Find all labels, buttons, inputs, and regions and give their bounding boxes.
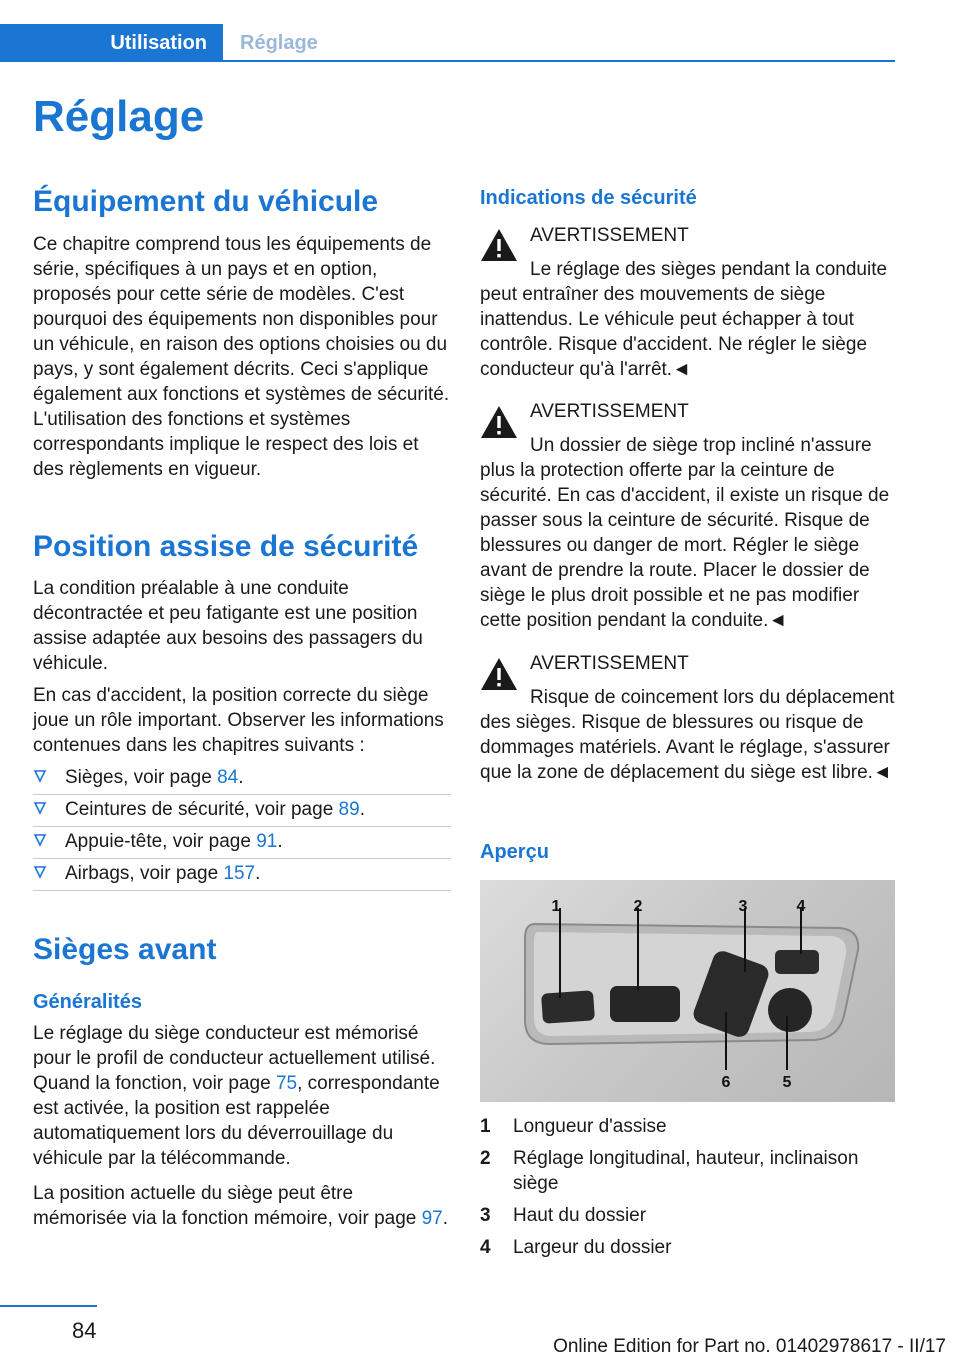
edition-text: Online Edition for Part no. 01402978617 - II/17 bbox=[553, 1336, 946, 1357]
header-divider bbox=[223, 60, 895, 62]
generalites-text-end: . bbox=[442, 1208, 449, 1229]
figure-label-1: 1 bbox=[551, 898, 561, 915]
warning-title: AVERTISSEMENT bbox=[530, 225, 689, 246]
page-link-75[interactable]: 75 bbox=[275, 1073, 298, 1094]
bullet-end: . bbox=[359, 799, 365, 820]
warning-text: Risque de coincement lors du déplacement des sièges. Risque de blessures ou risque de dommages matériels. Avant le réglage, s'assurer que la zone de déplacement du siège est libre.◄ bbox=[480, 687, 895, 783]
figure-label-5: 5 bbox=[782, 1074, 792, 1091]
heading-indications-securite: Indications de sécurité bbox=[480, 187, 697, 209]
legend-number: 1 bbox=[480, 1116, 491, 1137]
equipement-paragraph: Ce chapitre comprend tous les équipements de série, spécifiques à un pays et en option, proposés pour cette série de modèles. C'est pourquoi des équipements non disponibles pour un véhicule, en raison des options choisies ou du pays, y sont également décrits. Ceci s'applique également aux fonctions et systèmes de sécurité. L'utilisation des fonctions et systèmes correspondants implique le respect des lois et des règlements en vigueur. bbox=[33, 234, 450, 480]
generalites-paragraph-1 bbox=[33, 1021, 451, 1171]
triangle-bullet-icon bbox=[33, 828, 47, 852]
heading-sieges-avant: Sièges avant bbox=[33, 933, 217, 966]
seat-controls-figure bbox=[480, 880, 895, 1102]
bullet-text: Airbags, voir page bbox=[65, 863, 224, 884]
bullet-end: . bbox=[238, 767, 244, 788]
bullet-item-ceintures bbox=[33, 794, 451, 827]
generalites-paragraph-2 bbox=[33, 1181, 451, 1231]
generalites-text: Le réglage du siège conducteur est mémorisé pour le profil de conducteur actuellement utilisé. Quand la fonction, voir page bbox=[33, 1023, 436, 1094]
triangle-bullet-icon bbox=[33, 860, 47, 884]
warning-title: AVERTISSEMENT bbox=[530, 653, 689, 674]
figure-label-4: 4 bbox=[796, 898, 806, 915]
seat-controls-illustration bbox=[480, 880, 895, 1102]
page-link-97[interactable]: 97 bbox=[421, 1208, 443, 1229]
warning-text: Un dossier de siège trop incliné n'assure plus la protection offerte par la ceinture de sécurité. En cas d'accident, il existe un risque de passer sous la ceinture de sécurité. Risque de blessures ou danger de mort. Régler le siège avant de prendre la route. Placer le dossier de siège le plus droit possible et ne pas modifier cette position pendant la conduite.◄ bbox=[480, 435, 890, 631]
figure-label-6: 6 bbox=[721, 1074, 731, 1091]
bullet-item-appuie-tete bbox=[33, 826, 451, 859]
figure-label-3: 3 bbox=[738, 898, 748, 915]
page-link-89[interactable]: 89 bbox=[338, 799, 360, 820]
heading-position-assise: Position assise de sécurité bbox=[33, 530, 419, 563]
triangle-bullet-icon bbox=[33, 796, 47, 820]
heading-apercu: Aperçu bbox=[480, 841, 549, 863]
page-header bbox=[0, 24, 895, 62]
bullet-end: . bbox=[255, 863, 261, 884]
position-paragraph-1: La condition préalable à une conduite décontractée et peu fatigante est une position assise adaptée aux besoins des passagers du véhicule. bbox=[33, 578, 423, 674]
position-paragraph-2: En cas d'accident, la position correcte du siège joue un rôle important. Observer les informations contenues dans les chapitres suivants : bbox=[33, 685, 444, 756]
heading-generalites: Généralités bbox=[33, 991, 142, 1013]
warning-title: AVERTISSEMENT bbox=[530, 401, 689, 422]
legend-number: 2 bbox=[480, 1148, 491, 1169]
bullet-end: . bbox=[277, 831, 283, 852]
bullet-item-sieges bbox=[33, 762, 451, 795]
bullet-text: Sièges, voir page bbox=[65, 767, 218, 788]
legend-text: Réglage longitudinal, hauteur, inclinaison siège bbox=[513, 1148, 859, 1194]
legend-text: Largeur du dossier bbox=[513, 1237, 672, 1258]
generalites-text-end: , correspondante est activée, la position est rappelée automatiquement lors du déverrouillage du véhicule par la télécommande. bbox=[33, 1073, 440, 1169]
tab-utilisation[interactable]: Utilisation bbox=[0, 24, 223, 62]
bullet-item-airbags bbox=[33, 858, 451, 891]
warning-text: Le réglage des sièges pendant la conduite peut entraîner des mouvements de siège inattendus. Le véhicule peut échapper à tout contrôle. Risque d'accident. Ne régler le siège conducteur qu'à l'arrêt.◄ bbox=[480, 259, 888, 380]
legend-number: 3 bbox=[480, 1205, 491, 1226]
footer-divider bbox=[0, 1305, 97, 1307]
bullet-text: Appuie-tête, voir page bbox=[65, 831, 257, 852]
page-number: 84 bbox=[72, 1318, 97, 1343]
page-link-84[interactable]: 84 bbox=[217, 767, 239, 788]
triangle-bullet-icon bbox=[33, 764, 47, 788]
page-title: Réglage bbox=[33, 92, 205, 141]
heading-equipement: Équipement du véhicule bbox=[33, 185, 379, 218]
figure-label-2: 2 bbox=[633, 898, 643, 915]
legend-text: Longueur d'assise bbox=[513, 1116, 667, 1137]
legend-text: Haut du dossier bbox=[513, 1205, 647, 1226]
tab-reglage[interactable]: Réglage bbox=[240, 32, 318, 54]
bullet-text: Ceintures de sécurité, voir page bbox=[65, 799, 339, 820]
legend-number: 4 bbox=[480, 1237, 491, 1258]
page-link-157[interactable]: 157 bbox=[223, 863, 256, 884]
generalites-text: La position actuelle du siège peut être mémorisée via la fonction mémoire, voir page bbox=[33, 1183, 422, 1229]
page-link-91[interactable]: 91 bbox=[256, 831, 278, 852]
